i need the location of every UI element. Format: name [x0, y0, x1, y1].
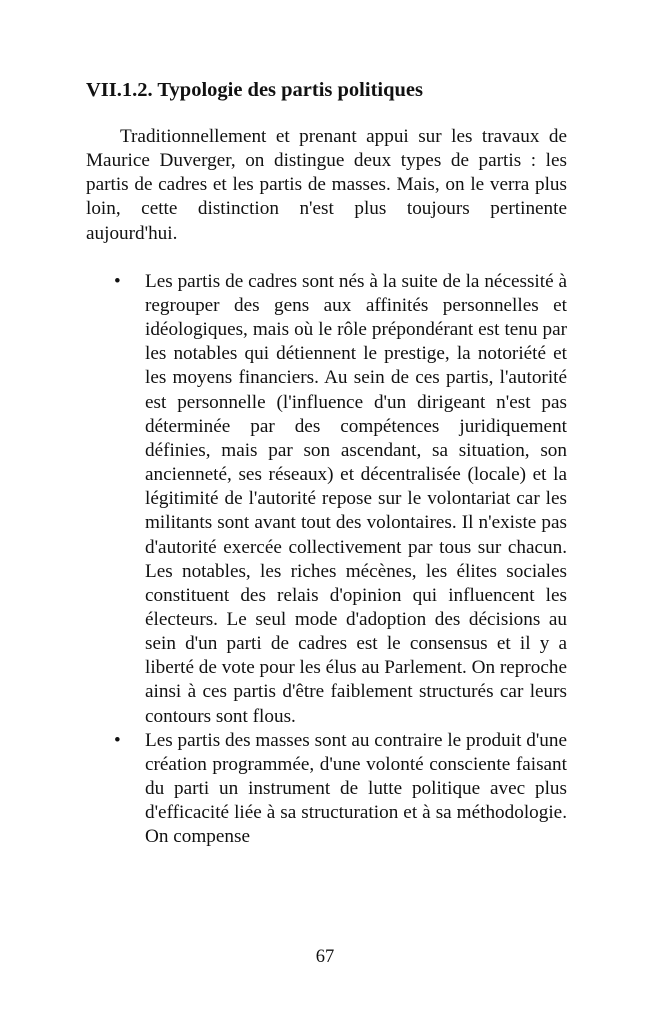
bullet-marker: • — [114, 270, 121, 292]
bullet-list — [86, 270, 567, 850]
page-number: 67 — [315, 947, 335, 967]
intro-paragraph: Traditionnellement et prenant appui sur les travaux de Maurice Duverger, on distingue deux types de partis : les partis de cadres et les partis de masses. Mais, on le verra plus loin, cette distinction n'est plus toujours pertinente aujourd'hui. — [86, 126, 567, 244]
section-heading: VII.1.2. Typologie des partis politiques — [86, 79, 423, 101]
bullet-item-partis-de-masses — [86, 729, 567, 850]
bullet-text: Les partis des masses sont au contraire le produit d'une création programmée, d'une volonté consciente faisant du parti un instrument de lutte politique avec plus d'efficacité liée à sa structuration et à sa méthodologie. On compense — [145, 729, 567, 848]
bullet-item-partis-de-cadres — [86, 270, 567, 729]
page-content — [86, 76, 567, 850]
bullet-text: Les partis de cadres sont nés à la suite de la nécessité à regrouper des gens aux affinités personnelles et idéologiques, mais où le rôle prépondérant est tenu par les notables qui détiennent le prestige, la notoriété et les moyens financiers. Au sein de ces partis, l'autorité est personnelle (l'influence d'un dirigeant n'est pas déterminée par des compétences juridiquement définies, mais par son ascendant, sa situation, son ancienneté, ses réseaux) et décentralisée (locale) et la légitimité de l'autorité repose sur le volontariat car les militants sont avant tout des volontaires. Il n'existe pas d'autorité exercée collectivement par tous sur chacun. Les notables, les riches mécènes, les élites sociales constituent des relais d'opinion qui influencent les électeurs. Le seul mode d'adoption des décisions au sein d'un parti de cadres est le consensus et il y a liberté de vote pour les élus au Parlement. On reproche ainsi à ces partis d'être faiblement structurés car leurs contours sont flous. — [145, 270, 567, 727]
bullet-marker: • — [114, 729, 121, 751]
